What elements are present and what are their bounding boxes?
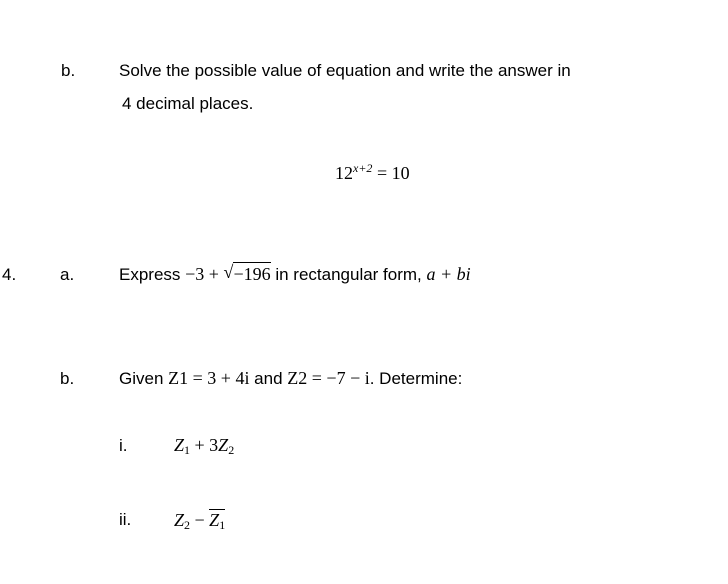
ii-operator: − [190, 510, 210, 530]
i-term1-sub: 1 [184, 443, 191, 457]
q4b-i-label: i. [119, 436, 128, 455]
z2-value: = −7 − i [307, 368, 370, 388]
q4b-label: b. [60, 369, 75, 388]
conjugate-bar [209, 509, 225, 531]
i-term1: Z [174, 435, 185, 455]
q4b-text-and: and [249, 369, 288, 388]
ii-term2: Z [209, 510, 220, 530]
q4b-ii-expression [174, 509, 225, 531]
q4a-form: a + bi [426, 264, 471, 284]
q4b-text-given: Given [119, 369, 169, 388]
equation-exponent: x+2 [353, 161, 373, 175]
ii-term1-sub: 2 [184, 518, 191, 532]
q4b-i-expression [174, 436, 234, 456]
sqrt-expression [223, 262, 271, 284]
q4b-text-end: . Determine: [369, 369, 463, 388]
ii-term1: Z [174, 510, 185, 530]
i-operator: + 3 [190, 435, 219, 455]
equation-base: 12 [335, 163, 353, 183]
q3b-text-line1: Solve the possible value of equation and write the answer in [119, 61, 571, 80]
ii-term2-sub: 1 [219, 518, 226, 532]
q4a-label: a. [60, 265, 75, 284]
q4a-math-prefix: −3 + [185, 264, 224, 284]
i-term2: Z [218, 435, 229, 455]
z2-name: Z2 [287, 368, 308, 388]
q3b-text-line2: 4 decimal places. [122, 94, 254, 113]
q4a-radicand: −196 [233, 264, 271, 284]
q4-number: 4. [2, 265, 17, 284]
q4b-ii-label: ii. [119, 510, 132, 529]
equation-rhs: = 10 [372, 163, 410, 183]
q4a-question [119, 262, 471, 284]
z1-value: = 3 + 4i [188, 368, 250, 388]
q4a-text-before: Express [119, 265, 186, 284]
z1-name: Z1 [168, 368, 189, 388]
q4b-question [119, 369, 462, 387]
q4a-text-after: in rectangular form, [270, 265, 427, 284]
q3b-equation [335, 162, 410, 182]
q3b-label: b. [61, 61, 76, 80]
i-term2-sub: 2 [228, 443, 235, 457]
radical-sign-icon: √ [223, 262, 234, 282]
